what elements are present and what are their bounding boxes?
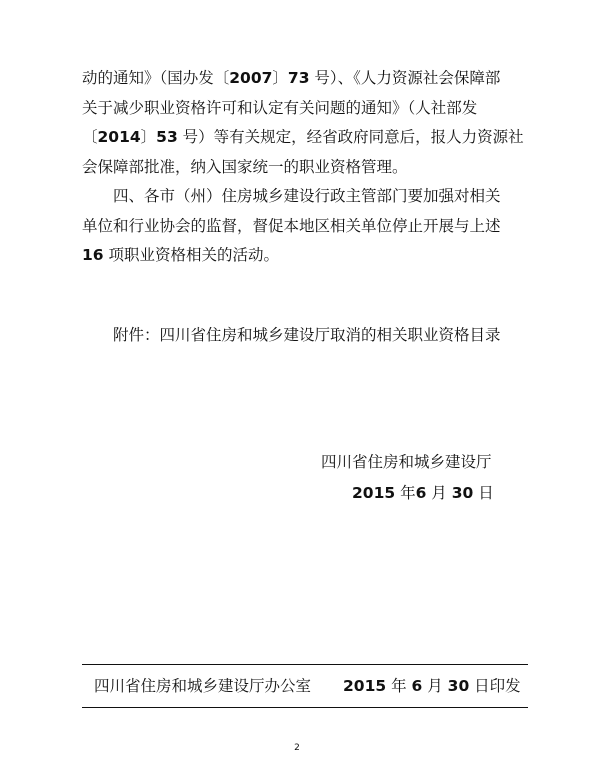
date-day: 30 <box>447 677 470 695</box>
body-line <box>82 241 522 271</box>
text-run: 〕 <box>272 69 288 87</box>
attachment-line: 附件：四川省住房和城乡建设厅取消的相关职业资格目录 <box>113 326 501 344</box>
body-line <box>82 123 522 153</box>
date-unit: 月 <box>422 677 448 695</box>
footer-rule-bottom <box>82 707 528 708</box>
text-run: 项职业资格相关的活动。 <box>103 246 280 264</box>
signature-organization: 四川省住房和城乡建设厅 <box>321 453 492 471</box>
text-run: 〔 <box>82 128 98 146</box>
text-run-bold: 16 <box>82 246 104 264</box>
text-run-bold: 73 <box>287 69 310 87</box>
body-line: 会保障部批准，纳入国家统一的职业资格管理。 <box>82 157 408 176</box>
body-line: 关于减少职业资格许可和认定有关问题的通知》（人社部发 <box>82 98 478 117</box>
text-run-bold: 53 <box>156 128 178 146</box>
date-unit: 日 <box>473 484 494 502</box>
text-run: 号）等有关规定，经省政府同意后，报人力资源社 <box>177 128 524 146</box>
date-year: 2015 <box>352 484 396 502</box>
signature-date <box>352 480 494 506</box>
page-number: 2 <box>294 743 300 753</box>
text-run-bold: 2014 <box>97 128 141 146</box>
body-line <box>82 64 522 94</box>
body-text <box>82 64 522 271</box>
text-run-bold: 2007 <box>229 69 273 87</box>
date-month: 6 <box>411 677 423 695</box>
body-line: 四、各市（州）住房城乡建设行政主管部门要加强对相关 <box>113 187 501 205</box>
body-line: 单位和行业协会的监督，督促本地区相关单位停止开展与上述 <box>82 216 501 235</box>
date-unit: 年 <box>395 484 416 502</box>
footer-office: 四川省住房和城乡建设厅办公室 <box>94 677 312 695</box>
date-unit: 月 <box>426 484 452 502</box>
date-month: 6 <box>415 484 427 502</box>
footer-issue-date <box>343 673 521 699</box>
text-run: 动的通知》（国办发〔 <box>82 69 230 87</box>
date-day: 30 <box>451 484 474 502</box>
footer-rule-top <box>82 664 528 665</box>
text-run: 〕 <box>140 128 157 146</box>
text-run: 号）、《人力资源社会保障部 <box>309 69 501 87</box>
date-year: 2015 <box>343 677 387 695</box>
date-unit: 年 <box>386 677 412 695</box>
date-unit: 日印发 <box>469 677 521 695</box>
